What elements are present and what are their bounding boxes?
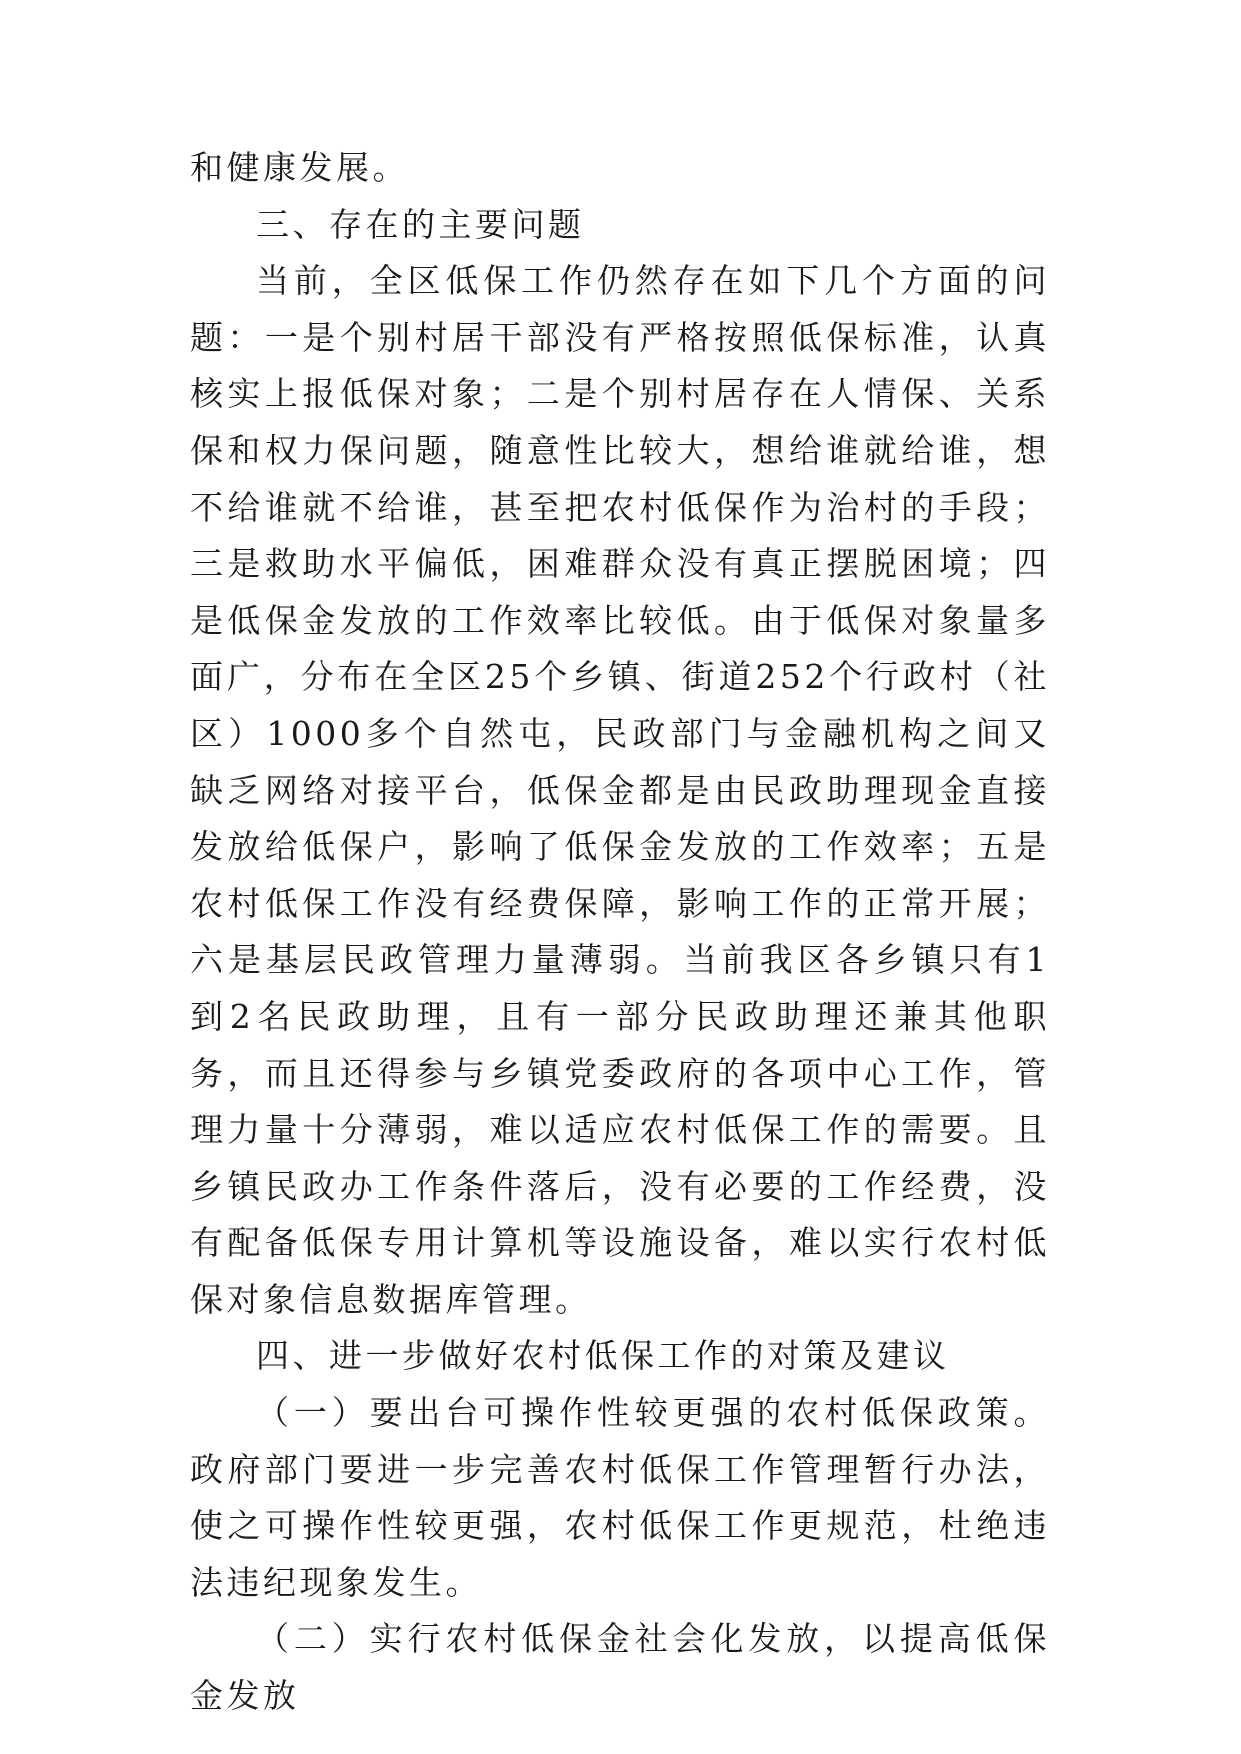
section-heading-3: 三、存在的主要问题 xyxy=(256,204,585,244)
paragraph-suggestion-1: （一）要出台可操作性较更强的农村低保政策。政府部门要进一步完善农村低保工作管理暂行办法，使之可操作性较更强，农村低保工作更规范，杜绝违法违纪现象发生。 xyxy=(190,1393,1050,1602)
section-heading-4: 四、进一步做好农村低保工作的对策及建议 xyxy=(256,1336,950,1376)
document-body xyxy=(190,140,1050,1725)
paragraph-continuation: 和健康发展。 xyxy=(190,148,409,187)
paragraph-suggestion-2: （二）实行农村低保金社会化发放，以提高低保金发放 xyxy=(190,1619,1050,1716)
paragraph-problems: 当前，全区低保工作仍然存在如下几个方面的问题：一是个别村居干部没有严格按照低保标准，认真核实上报低保对象；二是个别村居存在人情保、关系保和权力保问题，随意性比较大，想给谁就给谁，想不给谁就不给谁，甚至把农村低保作为治村的手段；三是救助水平偏低，困难群众没有真正摆脱困境；四是低保金发放的工作效率比较低。由于低保对象量多面广，分布在全区25个乡镇、街道252个行政村（社区）1000多个自然屯，民政部门与金融机构之间又缺乏网络对接平台，低保金都是由民政助理现金直接发放给低保户，影响了低保金发放的工作效率；五是农村低保工作没有经费保障，影响工作的正常开展；六是基层民政管理力量薄弱。当前我区各乡镇只有1到2名民政助理，且有一部分民政助理还兼其他职务，而且还得参与乡镇党委政府的各项中心工作，管理力量十分薄弱，难以适应农村低保工作的需要。且乡镇民政办工作条件落后，没有必要的工作经费，没有配备低保专用计算机等设施设备，难以实行农村低保对象信息数据库管理。 xyxy=(190,261,1050,1319)
